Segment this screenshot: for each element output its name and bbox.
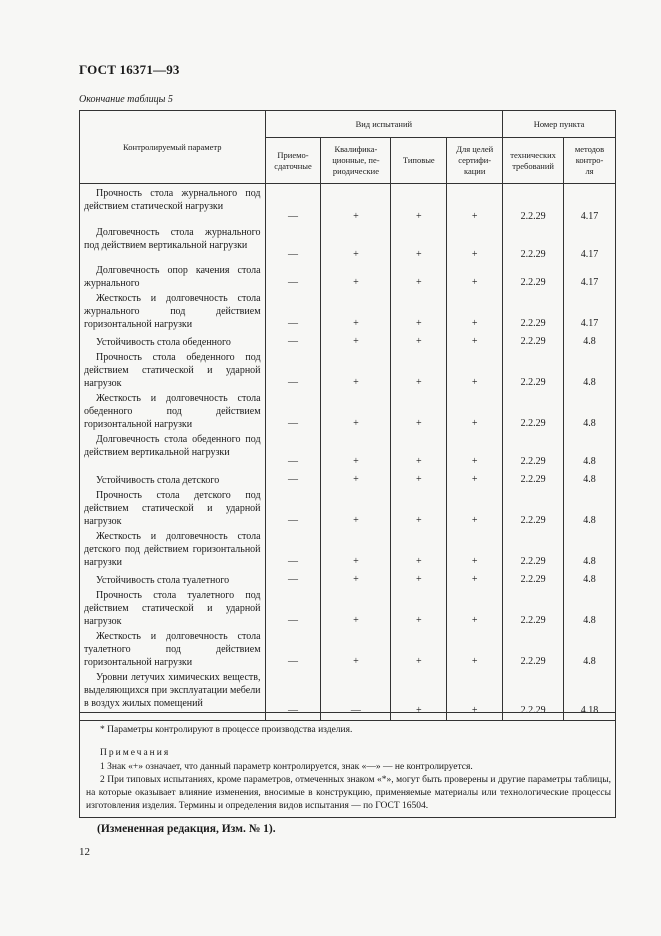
mark-cell: + — [321, 349, 391, 390]
table-row — [80, 262, 616, 290]
mark-cell: + — [447, 431, 503, 469]
test-col-header: Для целей сертифи- кации — [447, 138, 503, 184]
method-clause-cell: 4.8 — [564, 569, 616, 587]
tech-clause-cell: 2.2.29 — [503, 487, 564, 528]
mark-cell: + — [391, 431, 447, 469]
table-row — [80, 331, 616, 349]
tech-clause-cell: 2.2.29 — [503, 528, 564, 569]
mark-cell: — — [265, 628, 321, 669]
tech-clause-cell: 2.2.29 — [503, 569, 564, 587]
mark-cell: + — [321, 628, 391, 669]
method-clause-cell: 4.8 — [564, 528, 616, 569]
mark-cell: + — [447, 331, 503, 349]
tech-clause-cell: 2.2.29 — [503, 431, 564, 469]
table-row — [80, 290, 616, 331]
mark-cell: + — [447, 469, 503, 487]
mark-cell: + — [321, 262, 391, 290]
tech-clause-cell: 2.2.29 — [503, 628, 564, 669]
note-item: 2 При типовых испытаниях, кроме параметров, отмеченных знаком «*», могут быть проверены и другие параметры таблицы, на которые оказывает влияние изменения, вносимые в конструкцию, применяемые материалы или технологические процессы изготовления изделия. Термины и определения видов испытания — по ГОСТ 16504. — [86, 775, 611, 811]
method-clause-cell: 4.8 — [564, 431, 616, 469]
table-row — [80, 528, 616, 569]
table-row — [80, 349, 616, 390]
footnote: * Параметры контролируют в процессе производства изделия. — [100, 725, 353, 735]
tech-clause-cell: 2.2.29 — [503, 290, 564, 331]
mark-cell: + — [391, 569, 447, 587]
tech-clause-cell: 2.2.29 — [503, 349, 564, 390]
mark-cell: + — [447, 569, 503, 587]
method-clause-cell: 4.8 — [564, 587, 616, 628]
param-cell: Жесткость и долговечность стола туалетного под действием горизонтальной нагрузки — [80, 628, 266, 669]
mark-cell: + — [391, 487, 447, 528]
mark-cell: + — [321, 487, 391, 528]
param-cell: Устойчивость стола туалетного — [80, 569, 266, 587]
param-cell: Жесткость и долговечность стола журнального под действием горизонтальной нагрузки — [80, 290, 266, 331]
tech-clause-cell: 2.2.29 — [503, 184, 564, 224]
tech-clause-cell: 2.2.29 — [503, 390, 564, 431]
mark-cell: + — [447, 390, 503, 431]
notes-title: Примечания — [100, 748, 171, 758]
table-row — [80, 184, 616, 224]
standard-header: ГОСТ 16371—93 — [79, 62, 180, 77]
mark-cell: + — [447, 587, 503, 628]
mark-cell: — — [265, 528, 321, 569]
mark-cell: — — [265, 262, 321, 290]
table-row — [80, 431, 616, 469]
mark-cell: + — [391, 669, 447, 721]
page-number: 12 — [79, 846, 90, 858]
param-column-header: Контролируемый параметр — [80, 111, 266, 184]
param-cell: Устойчивость стола детского — [80, 469, 266, 487]
mark-cell: + — [321, 331, 391, 349]
mark-cell: + — [391, 628, 447, 669]
clause-col-header: технических требований — [503, 138, 564, 184]
tech-clause-cell: 2.2.29 — [503, 469, 564, 487]
param-cell: Прочность стола детского под действием статической и ударной нагрузок — [80, 487, 266, 528]
method-clause-cell: 4.17 — [564, 224, 616, 262]
mark-cell: — — [265, 469, 321, 487]
method-clause-cell: 4.17 — [564, 262, 616, 290]
mark-cell: — — [265, 331, 321, 349]
mark-cell: + — [321, 469, 391, 487]
param-cell: Долговечность опор качения стола журнального — [80, 262, 266, 290]
tech-clause-cell: 2.2.29 — [503, 587, 564, 628]
mark-cell: + — [321, 528, 391, 569]
mark-cell: — — [265, 569, 321, 587]
param-cell: Долговечность стола обеденного под действием вертикальной нагрузки — [80, 431, 266, 469]
mark-cell: — — [265, 390, 321, 431]
mark-cell: — — [265, 431, 321, 469]
note-item: 1 Знак «+» означает, что данный параметр контролируется, знак «—» — не контролируется. — [100, 762, 473, 772]
mark-cell: + — [391, 290, 447, 331]
mark-cell: + — [391, 587, 447, 628]
method-clause-cell: 4.8 — [564, 469, 616, 487]
mark-cell: + — [447, 628, 503, 669]
test-col-header: Квалифика- ционные, пе- риодические — [321, 138, 391, 184]
method-clause-cell: 4.18 — [564, 669, 616, 721]
mark-cell: — — [321, 669, 391, 721]
table-row — [80, 390, 616, 431]
clause-group-header: Номер пункта — [503, 111, 616, 138]
mark-cell: + — [321, 587, 391, 628]
notes-box — [79, 712, 616, 818]
param-cell: Устойчивость стола обеденного — [80, 331, 266, 349]
table-row — [80, 487, 616, 528]
mark-cell: + — [391, 331, 447, 349]
edition-note: (Измененная редакция, Изм. № 1). — [97, 823, 276, 835]
table-caption: Окончание таблицы 5 — [79, 94, 173, 105]
mark-cell: — — [265, 349, 321, 390]
mark-cell: — — [265, 224, 321, 262]
mark-cell: + — [391, 224, 447, 262]
param-cell: Прочность стола туалетного под действием статической и ударной нагрузок — [80, 587, 266, 628]
mark-cell: — — [265, 487, 321, 528]
mark-cell: + — [321, 290, 391, 331]
table-row — [80, 569, 616, 587]
method-clause-cell: 4.17 — [564, 290, 616, 331]
mark-cell: + — [447, 669, 503, 721]
table-row — [80, 587, 616, 628]
mark-cell: + — [321, 390, 391, 431]
method-clause-cell: 4.8 — [564, 331, 616, 349]
mark-cell: + — [447, 184, 503, 224]
mark-cell: + — [447, 262, 503, 290]
mark-cell: — — [265, 290, 321, 331]
test-parameters-table — [79, 110, 616, 721]
mark-cell: + — [391, 349, 447, 390]
mark-cell: — — [265, 587, 321, 628]
mark-cell: + — [391, 469, 447, 487]
param-cell: Жесткость и долговечность стола детского под действием горизонтальной нагрузки — [80, 528, 266, 569]
method-clause-cell: 4.8 — [564, 349, 616, 390]
method-clause-cell: 4.8 — [564, 628, 616, 669]
table-row — [80, 469, 616, 487]
mark-cell: — — [265, 669, 321, 721]
tech-clause-cell: 2.2.29 — [503, 224, 564, 262]
mark-cell: + — [321, 184, 391, 224]
tech-clause-cell: 2.2.29 — [503, 331, 564, 349]
table-row — [80, 224, 616, 262]
test-col-header: Приемо- сдаточные — [265, 138, 321, 184]
mark-cell: + — [391, 262, 447, 290]
clause-col-header: методов контро- ля — [564, 138, 616, 184]
tech-clause-cell: 2.2.29 — [503, 669, 564, 721]
mark-cell: + — [447, 349, 503, 390]
method-clause-cell: 4.8 — [564, 390, 616, 431]
param-cell: Уровни летучих химических веществ, выделяющихся при эксплуатации мебели в воздух жилых помещений — [80, 669, 266, 721]
mark-cell: + — [447, 290, 503, 331]
mark-cell: + — [391, 184, 447, 224]
mark-cell: — — [265, 184, 321, 224]
param-cell: Жесткость и долговечность стола обеденного под действием горизонтальной нагрузки — [80, 390, 266, 431]
mark-cell: + — [447, 487, 503, 528]
mark-cell: + — [447, 528, 503, 569]
param-cell: Долговечность стола журнального под действием вертикальной нагрузки — [80, 224, 266, 262]
mark-cell: + — [391, 390, 447, 431]
test-col-header: Типовые — [391, 138, 447, 184]
table-row — [80, 628, 616, 669]
param-cell: Прочность стола журнального под действием статической нагрузки — [80, 184, 266, 224]
tech-clause-cell: 2.2.29 — [503, 262, 564, 290]
mark-cell: + — [321, 224, 391, 262]
param-cell: Прочность стола обеденного под действием статической и ударной нагрузок — [80, 349, 266, 390]
mark-cell: + — [321, 569, 391, 587]
test-type-group-header: Вид испытаний — [265, 111, 503, 138]
mark-cell: + — [391, 528, 447, 569]
mark-cell: + — [321, 431, 391, 469]
method-clause-cell: 4.8 — [564, 487, 616, 528]
mark-cell: + — [447, 224, 503, 262]
method-clause-cell: 4.17 — [564, 184, 616, 224]
